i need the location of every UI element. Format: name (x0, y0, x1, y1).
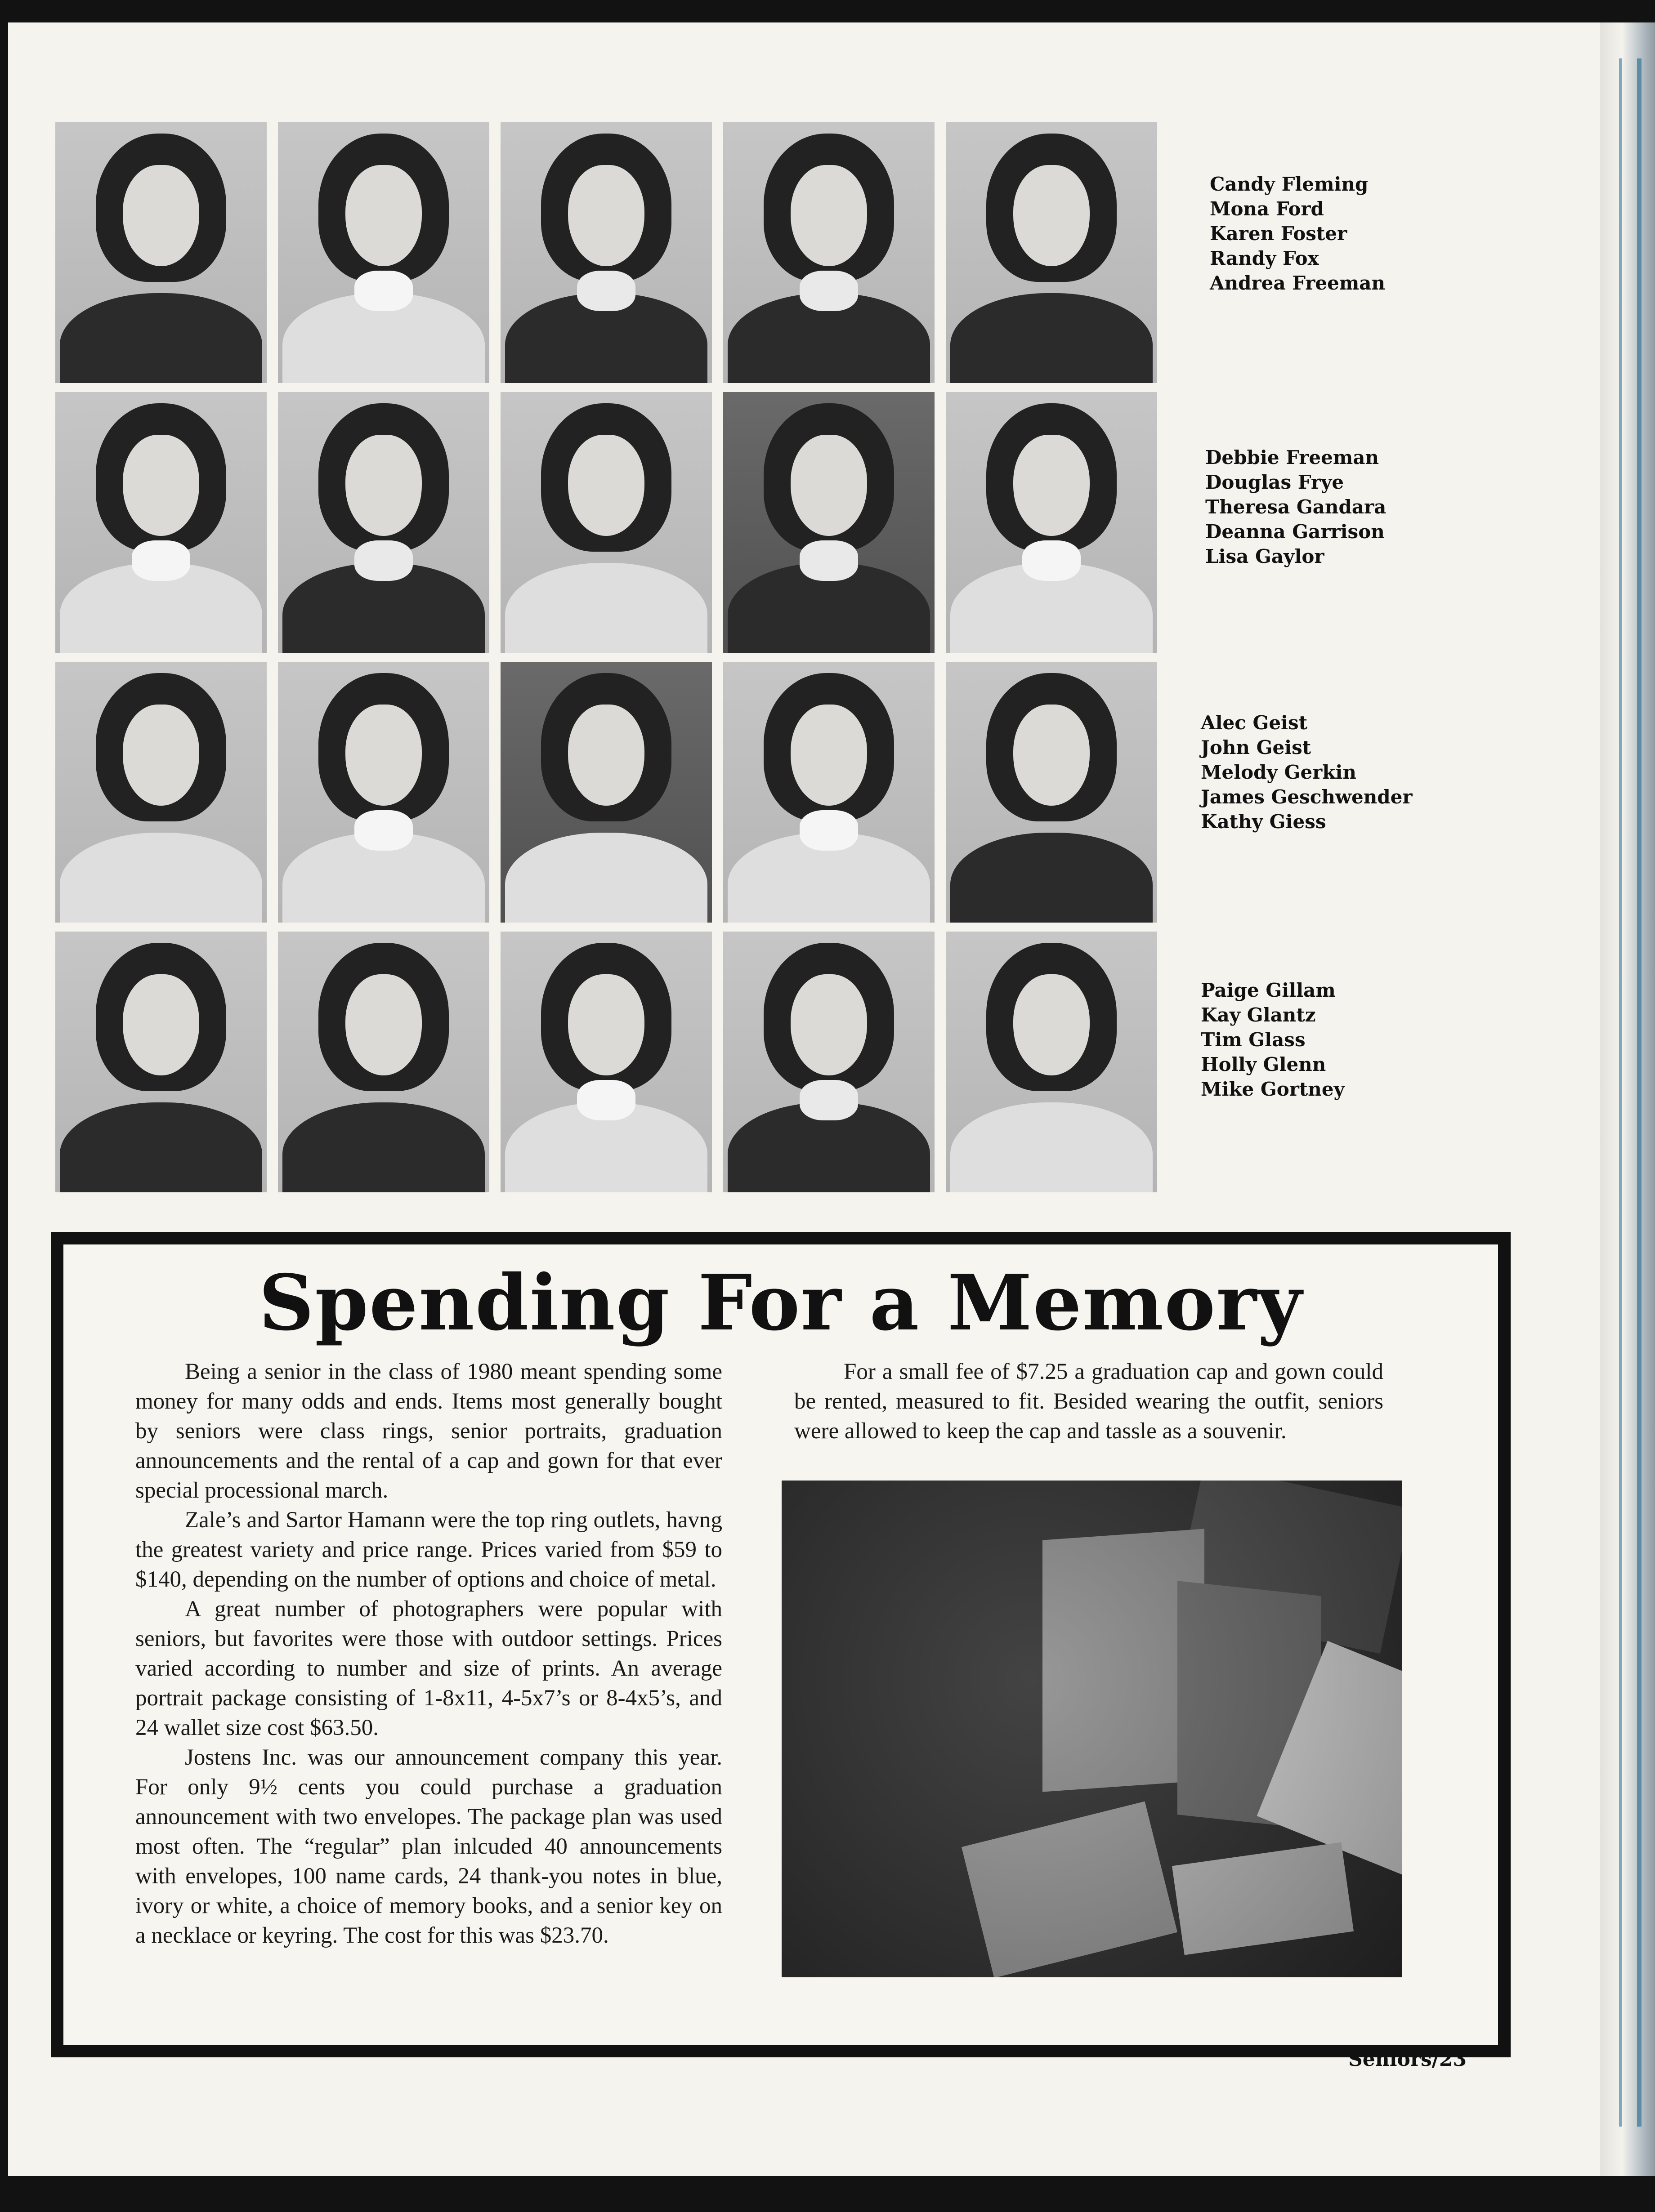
feature-article-box (51, 1232, 1511, 2057)
student-name: Melody Gerkin (1201, 761, 1356, 783)
student-name: Douglas Frye (1205, 471, 1344, 493)
portrait-photo (946, 662, 1157, 923)
binding-line (1637, 58, 1642, 2127)
page-folio: Seniors/23 (1348, 2048, 1467, 2071)
article-paragraph: Zale’s and Sartor Hamann were the top ring outlets, havng the greatest variety and price range. Prices varied from $59 to $140, depending on the number of options and choice of metal. (135, 1507, 722, 1592)
student-name: Debbie Freeman (1205, 446, 1379, 468)
student-name: Candy Fleming (1210, 173, 1369, 195)
binding-edge (1600, 22, 1655, 2176)
article-paragraph: Jostens Inc. was our announcement company this year. For only 9½ cents you could purchase a graduation announcement with two envelopes. The package plan was used most often. The “regular” plan inlcuded 40 announcements with envelopes, 100 name cards, 24 thank-you notes in blue, ivory or white, a choice of memory books, and a senior key on a necklace or keyring. The cost for this was $23.70. (135, 1745, 722, 1948)
student-name: Paige Gillam (1201, 979, 1336, 1001)
student-name: Alec Geist (1201, 712, 1308, 734)
portrait-photo (278, 392, 489, 653)
student-name: Theresa Gandara (1205, 496, 1387, 518)
portrait-photo (55, 662, 267, 923)
student-name: Lisa Gaylor (1205, 545, 1324, 567)
portrait-photo (55, 122, 267, 383)
yearbook-page (8, 22, 1600, 2176)
portrait-photo (946, 122, 1157, 383)
student-name: Mike Gortney (1201, 1078, 1345, 1100)
portrait-photo (501, 932, 712, 1192)
article-column-left (135, 1357, 722, 1950)
student-name: Kathy Giess (1201, 811, 1326, 833)
portrait-photo (723, 662, 935, 923)
student-name: Andrea Freeman (1210, 272, 1386, 294)
portrait-photo (501, 662, 712, 923)
portrait-photo (278, 662, 489, 923)
graduation-supplies-photo (782, 1481, 1402, 1977)
portrait-photo (946, 932, 1157, 1192)
portrait-photo (278, 932, 489, 1192)
name-list (1201, 978, 1345, 1102)
portrait-photo (501, 122, 712, 383)
binding-line (1619, 58, 1622, 2127)
portrait-photo (278, 122, 489, 383)
student-name: Mona Ford (1210, 198, 1324, 220)
article-paragraph: Being a senior in the class of 1980 meant spending some money for many odds and ends. Items most generally bought by seniors were class rings, senior portraits, graduation announcements and the rental of a cap and gown for that ever special processional march. (135, 1359, 722, 1503)
student-name: Randy Fox (1210, 247, 1319, 269)
name-list (1205, 445, 1386, 569)
article-paragraph: For a small fee of $7.25 a graduation cap and gown could be rented, measured to fit. Besided wearing the outfit, seniors were allowed to keep the cap and tassle as a souvenir. (794, 1359, 1383, 1444)
article-paragraph: A great number of photographers were popular with seniors, but favorites were those with outdoor settings. Prices varied according to number and size of prints. An average portrait package consisting of 1-8x11, 4-5x7’s or 8-4x5’s, and 24 wallet size cost $63.50. (135, 1597, 722, 1740)
portrait-photo (501, 392, 712, 653)
student-name: Karen Foster (1210, 223, 1347, 245)
portrait-photo (55, 932, 267, 1192)
student-name: Kay Glantz (1201, 1004, 1316, 1026)
feature-headline: Spending For a Memory (259, 1258, 1303, 1348)
portrait-photo (55, 392, 267, 653)
portrait-photo (723, 932, 935, 1192)
name-list (1201, 710, 1413, 834)
portrait-photo (946, 392, 1157, 653)
name-list (1210, 172, 1385, 295)
student-name: James Geschwender (1201, 786, 1413, 808)
student-name: Tim Glass (1201, 1029, 1306, 1051)
portrait-photo (723, 122, 935, 383)
student-name: John Geist (1201, 736, 1311, 758)
article-column-right (794, 1357, 1383, 1446)
portrait-photo (723, 392, 935, 653)
student-name: Holly Glenn (1201, 1053, 1326, 1075)
student-name: Deanna Garrison (1205, 521, 1385, 543)
